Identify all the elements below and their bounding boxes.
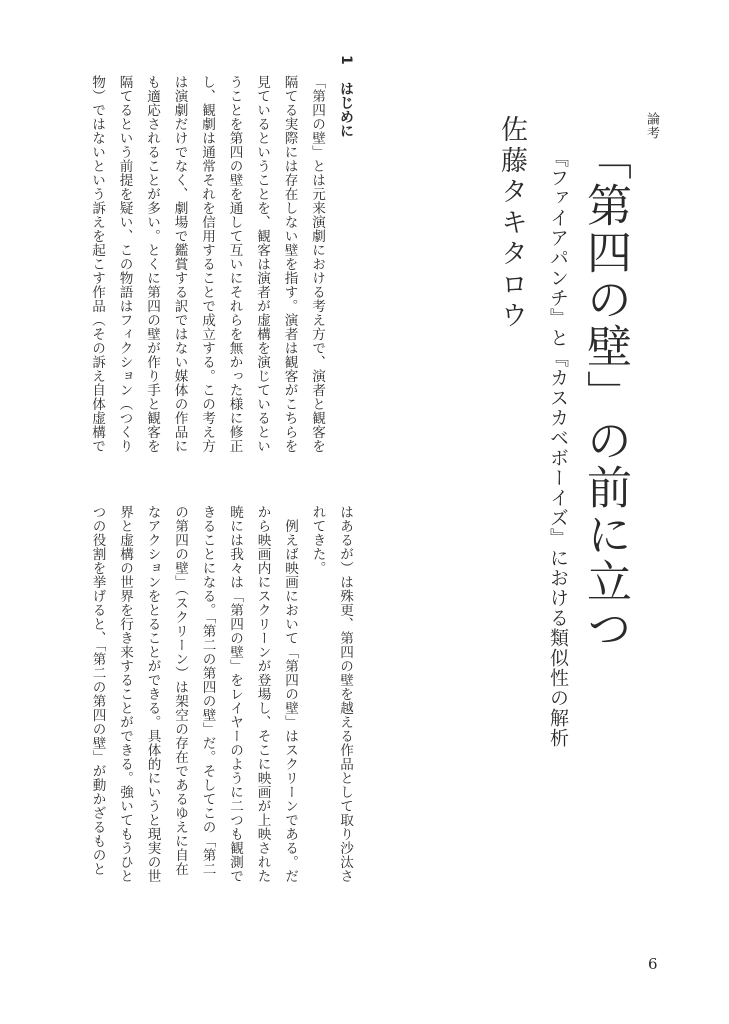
body-line: 見ているということを、観客は演者が虚構を演じているとい <box>254 75 270 453</box>
body-line: は演劇だけでなく、劇場で鑑賞する訳ではない媒体の作品に <box>171 75 188 453</box>
body-line: つの役割を挙げると、「第二の第四の壁」が動かざるものと <box>89 505 106 877</box>
body-line: 「第四の壁」とは元来演劇における考え方で、演者と観客を <box>309 75 325 453</box>
section-heading-text: はじめに <box>338 81 354 138</box>
body-line: れてきた。 <box>309 505 326 575</box>
body-line: 物）ではないという訴えを起こす作品（その訴え自体虚構で <box>89 75 105 453</box>
section-number: 1 <box>338 55 354 65</box>
body-line: 例えば映画において「第四の壁」はスクリーンである。だ <box>282 505 298 883</box>
body-line: はあるが）は殊更、第四の壁を越える作品として取り沙汰さ <box>337 505 353 883</box>
section-heading <box>339 55 353 138</box>
article-subtitle: 『ファイアパンチ』と『カスカベボーイズ』における類似性の解析 <box>547 148 569 748</box>
body-line: 暁には我々は「第四の壁」をレイヤーのように二つも観測で <box>227 505 243 883</box>
body-line: 隔てるという前提を疑い、この物語はフィクション（つくり <box>116 75 133 453</box>
article-title: 「第四の壁」の前に立つ <box>579 135 632 652</box>
body-line: 界と虚構の世界を行き来することができる。強いてもうひと <box>117 505 133 883</box>
body-text-lower <box>82 505 358 925</box>
body-line: から映画内にスクリーンが登場し、そこに映画が上映された <box>254 505 271 883</box>
body-line: 隔てる実際には存在しない壁を指す。演者は観客がこちらを <box>281 75 298 453</box>
body-text-upper <box>80 75 330 465</box>
article-category: 論考 <box>644 112 659 140</box>
body-line: し、観劇は通常それを信用することで成立する。この考え方 <box>199 75 215 453</box>
body-line: の第四の壁」（スクリーン）は架空の存在であるゆえに自在 <box>172 505 188 877</box>
body-line: きることになる。「第二の第四の壁」だ。そしてこの「第二 <box>199 505 216 877</box>
body-line: なアクションをとることができる。具体的にいうと現実の世 <box>144 505 161 883</box>
body-line: うことを第四の壁を通して互いにそれらを無かった様に修正 <box>226 75 243 453</box>
page-number: 6 <box>648 955 658 973</box>
body-line: も適応されることが多い。とくに第四の壁が作り手と観客を <box>144 75 160 453</box>
author-name: 佐藤タキタロウ <box>496 115 527 332</box>
